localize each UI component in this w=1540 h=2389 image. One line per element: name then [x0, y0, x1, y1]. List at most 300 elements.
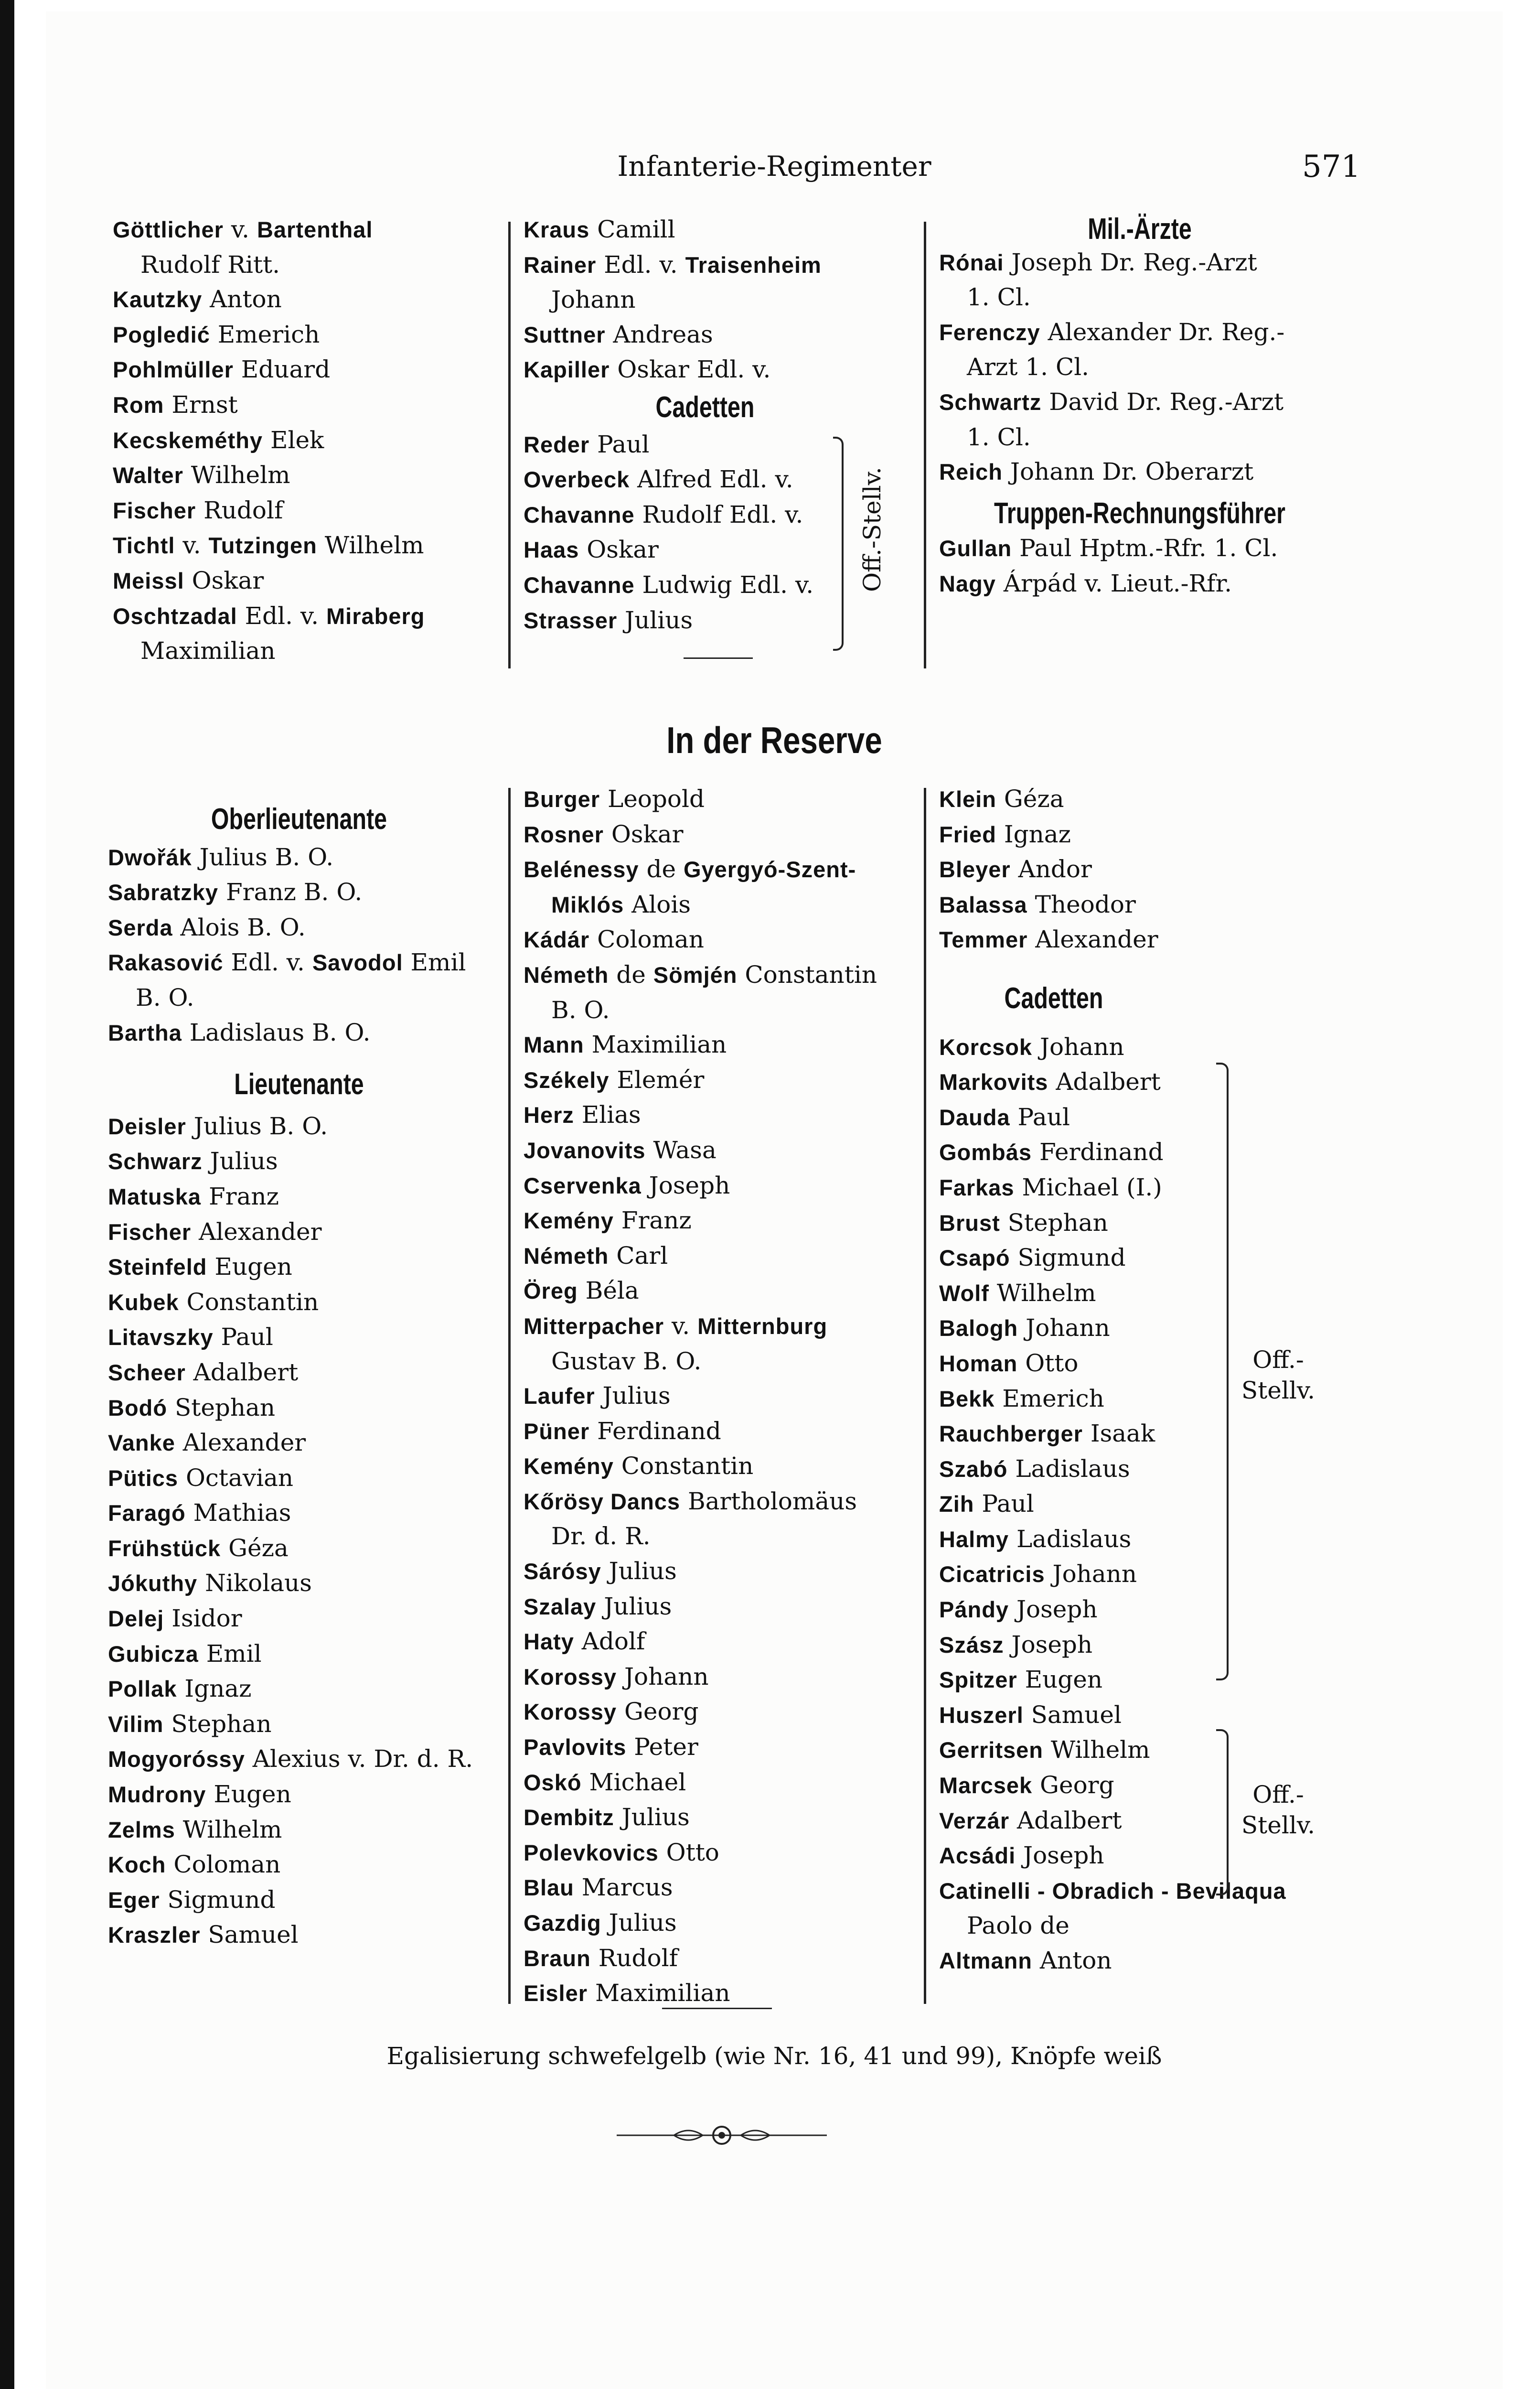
surname: Chavanne	[524, 502, 635, 527]
entry-zelms	[108, 1812, 547, 1848]
name-text: Géza	[221, 1534, 289, 1562]
name-text: Bartholomäus	[680, 1487, 857, 1515]
name-text: Ernst	[164, 390, 238, 419]
surname: Balassa	[939, 892, 1027, 917]
entry-balogh	[939, 1311, 1369, 1346]
entry-spitzer	[939, 1662, 1369, 1698]
surname: Markovits	[939, 1069, 1048, 1095]
surname: Eger	[108, 1887, 160, 1913]
surname: Burger	[524, 786, 600, 812]
name-text: Dr. d. R.	[551, 1522, 651, 1550]
entry-rainer	[524, 248, 896, 283]
entry-zih	[939, 1486, 1369, 1522]
surname: Pollak	[108, 1676, 177, 1702]
name-text: Julius	[617, 606, 693, 634]
surname: Gubicza	[108, 1641, 199, 1667]
surname: Zih	[939, 1491, 974, 1517]
surname: Eisler	[524, 1980, 588, 2006]
entry-ronai	[939, 245, 1350, 280]
surname: Csapó	[939, 1245, 1010, 1271]
name-text: Wilhelm	[989, 1279, 1096, 1307]
name-text: Ladislaus	[1007, 1454, 1130, 1483]
entry-mudrony	[108, 1777, 547, 1812]
name-text: Adalbert	[185, 1358, 299, 1386]
name-text: Rudolf	[590, 1944, 678, 1972]
name-text: B. O.	[136, 983, 194, 1012]
name-text: Emil	[198, 1639, 262, 1668]
surname: Mogyoróssy	[108, 1746, 245, 1772]
cadetten-heading: Cadetten	[1004, 981, 1103, 1015]
surname: Korcsok	[939, 1034, 1033, 1060]
surname: Öreg	[524, 1278, 578, 1304]
surname: Temmer	[939, 927, 1028, 953]
name-text: Julius	[595, 1382, 671, 1410]
surname: Marcsek	[939, 1773, 1033, 1798]
entry-szasz	[939, 1627, 1369, 1663]
name-text: Michael (I.)	[1014, 1173, 1162, 1201]
entry-korcsok	[939, 1030, 1369, 1065]
reserve-heading: In der Reserve	[666, 719, 882, 761]
surname: Kőrösy Dancs	[524, 1488, 681, 1514]
name-text: Maximilian	[140, 637, 276, 665]
entry-gerritsen	[939, 1733, 1369, 1768]
surname: Németh	[524, 962, 609, 988]
surname: Gyergyó-Szent-	[683, 857, 856, 882]
name-text: v.	[664, 1312, 698, 1340]
entry-altmann	[939, 1943, 1369, 1979]
entry-matuska	[108, 1179, 547, 1215]
name-text: Stephan	[1000, 1208, 1108, 1237]
entry-kraszler	[108, 1917, 547, 1953]
entry-rosner	[524, 817, 930, 852]
name-text: Alois	[624, 890, 691, 918]
entry-acsadi	[939, 1838, 1369, 1873]
surname: Reder	[524, 431, 590, 457]
surname: Balogh	[939, 1315, 1018, 1341]
name-text: v.	[223, 215, 257, 243]
entry-markovits	[939, 1065, 1369, 1100]
entry-pandy	[939, 1592, 1369, 1627]
entry-kadar	[524, 922, 930, 958]
footer-note: Egalisierung schwefelgelb (wie Nr. 16, 41 und 99), Knöpfe weiß	[386, 2042, 1162, 2070]
name-text: Julius	[614, 1803, 690, 1831]
surname: Miklós	[551, 892, 624, 917]
name-text: Peter	[626, 1733, 698, 1761]
name-text: Alexander	[191, 1217, 322, 1246]
mil-aerzte-heading: Mil.-Ärzte	[1088, 213, 1192, 246]
name-text: Nikolaus	[197, 1569, 312, 1597]
entry-huszerl	[939, 1698, 1369, 1733]
surname: Kecskeméthy	[113, 427, 263, 453]
name-text: Joseph	[1004, 1630, 1093, 1658]
active-column-3	[939, 212, 1350, 602]
name-text: Adalbert	[1048, 1068, 1161, 1096]
surname: Meissl	[113, 568, 184, 593]
entry-ferenczy	[939, 315, 1350, 350]
name-text: Marcus	[574, 1873, 673, 1902]
surname: Nagy	[939, 570, 996, 596]
name-text: Georg	[1032, 1771, 1114, 1799]
surname: Mann	[524, 1032, 584, 1058]
surname: Kapiller	[524, 357, 610, 383]
name-text: Adolf	[574, 1627, 645, 1656]
surname: Altmann	[939, 1948, 1032, 1973]
surname: Bleyer	[939, 857, 1011, 882]
name-text: de	[639, 855, 684, 883]
surname: Rónai	[939, 249, 1004, 275]
entry-kraus	[524, 212, 896, 248]
name-text: Adalbert	[1009, 1806, 1122, 1834]
oberlieutenante-heading: Oberlieutenante	[211, 803, 387, 836]
entry-deisler	[108, 1109, 547, 1144]
entry-cservenka	[524, 1168, 930, 1204]
name-text: David Dr. Reg.-Arzt	[1041, 387, 1284, 416]
name-text: Ferdinand	[589, 1417, 721, 1445]
entry-jokuthy	[108, 1566, 547, 1601]
column-rule	[924, 222, 926, 668]
surname: Dwořák	[108, 844, 192, 870]
entry-dembitz	[524, 1800, 930, 1835]
entry-continuation	[524, 993, 930, 1028]
name-text: Géza	[996, 785, 1064, 813]
surname: Strasser	[524, 607, 618, 633]
name-text: Ferdinand	[1032, 1138, 1164, 1166]
surname: Deisler	[108, 1113, 186, 1139]
name-text: Samuel	[200, 1921, 299, 1949]
entry-laufer	[524, 1378, 930, 1414]
surname: Mitterpacher	[524, 1313, 664, 1339]
name-text: Leopold	[600, 785, 705, 813]
name-text: Isidor	[164, 1604, 242, 1633]
surname: Frühstück	[108, 1535, 221, 1561]
ornament-icon	[617, 2121, 827, 2150]
surname: Chavanne	[524, 572, 635, 598]
name-text: Joseph	[1009, 1595, 1098, 1624]
name-text: Johann	[1045, 1560, 1137, 1588]
column-rule	[508, 222, 511, 668]
surname: Brust	[939, 1210, 1000, 1236]
entry-miklos	[524, 887, 930, 923]
name-text: Isaak	[1082, 1420, 1155, 1448]
entry-balassa	[939, 887, 1369, 923]
name-text: Rudolf	[196, 496, 283, 524]
entry-suttner	[524, 317, 896, 353]
surname: Faragó	[108, 1500, 186, 1526]
name-text: de	[609, 960, 653, 989]
entry-gombas	[939, 1135, 1369, 1170]
name-text: Paul	[1010, 1103, 1070, 1131]
entry-schwartz	[939, 385, 1350, 420]
surname: Wolf	[939, 1280, 989, 1306]
surname: Cicatricis	[939, 1561, 1045, 1587]
name-text: 1. Cl.	[967, 423, 1031, 451]
name-text: Stephan	[163, 1710, 272, 1738]
running-header: Infanterie-Regimenter	[617, 150, 931, 183]
name-text: Ignaz	[177, 1675, 252, 1703]
entry-meissl	[113, 563, 543, 599]
name-text: Johann	[617, 1662, 709, 1690]
surname: Kautzky	[113, 287, 203, 312]
name-text: Edl. v.	[596, 250, 685, 279]
entry-blau	[524, 1870, 930, 1905]
name-text: Otto	[1017, 1349, 1079, 1377]
reserve-column-2	[524, 782, 930, 2011]
surname: Mitternburg	[697, 1313, 828, 1339]
name-text: Carl	[609, 1241, 668, 1270]
surname: Jovanovits	[524, 1137, 646, 1163]
name-text: Alfred Edl. v.	[630, 465, 793, 494]
entry-schwarz	[108, 1144, 547, 1179]
entry-catinelli-obradich-bevilaqua	[939, 1873, 1369, 1909]
name-text: Joseph	[1016, 1841, 1104, 1870]
surname: Kemény	[524, 1453, 614, 1479]
name-text: Mathias	[185, 1499, 291, 1527]
entry-continuation	[939, 350, 1350, 385]
name-text: Anton	[202, 285, 282, 313]
surname: Herz	[524, 1102, 574, 1128]
entry-temmer	[939, 922, 1369, 958]
surname: Acsádi	[939, 1843, 1016, 1869]
name-text: Eugen	[1017, 1666, 1103, 1694]
surname: Tichtl	[113, 533, 175, 559]
entry-farkas	[939, 1170, 1369, 1205]
surname: Suttner	[524, 322, 606, 347]
name-text: Árpád v. Lieut.-Rfr.	[995, 569, 1232, 597]
name-text: Oskar	[603, 820, 684, 848]
name-text: Wilhelm	[175, 1815, 282, 1843]
entry-fruhstuck	[108, 1531, 547, 1566]
entry-sabratzky	[108, 875, 547, 910]
name-text: Paolo de	[967, 1912, 1069, 1940]
entry-continuation	[113, 634, 543, 668]
entry-puner	[524, 1414, 930, 1449]
name-text: Sigmund	[160, 1885, 276, 1914]
name-text: Paul	[589, 430, 650, 458]
entry-braun	[524, 1941, 930, 1976]
brace-right	[1216, 1729, 1229, 1895]
entry-mogyorossy	[108, 1742, 547, 1777]
surname: Bodó	[108, 1395, 168, 1420]
entry-gazdig	[524, 1905, 930, 1941]
name-text: Oskar	[184, 566, 264, 594]
surname: Farkas	[939, 1174, 1015, 1200]
truppen-heading: Truppen-Rechnungsführer	[994, 496, 1285, 530]
entry-litavszky	[108, 1320, 547, 1355]
entry-kecskemethy	[113, 423, 543, 458]
scan-edge	[0, 0, 14, 2389]
entry-vanke	[108, 1425, 547, 1461]
name-text: Eugen	[207, 1253, 292, 1281]
entry-fried	[939, 817, 1369, 852]
name-text: Stephan	[167, 1393, 276, 1421]
surname: Bekk	[939, 1386, 995, 1411]
surname: Bartenthal	[257, 217, 373, 242]
off-stellv-label: Off.- Stellv.	[1241, 1346, 1315, 1404]
name-text: Julius	[601, 1557, 677, 1585]
entry-polevkovics	[524, 1835, 930, 1871]
surname: Szalay	[524, 1593, 597, 1619]
name-text: Paul	[213, 1323, 273, 1351]
surname: Vilim	[108, 1711, 164, 1737]
surname: Fried	[939, 821, 996, 847]
name-text: Ignaz	[996, 820, 1071, 848]
entry-kubek	[108, 1285, 547, 1320]
name-text: Paul	[974, 1490, 1034, 1518]
surname: Serda	[108, 915, 173, 940]
surname: Rom	[113, 392, 164, 418]
page	[46, 11, 1503, 2389]
name-text: Wilhelm	[317, 531, 424, 560]
name-text: Julius B. O.	[192, 843, 334, 871]
entry-bodo	[108, 1390, 547, 1426]
surname: Pohlmüller	[113, 357, 234, 383]
name-text: Julius	[202, 1147, 278, 1175]
surname: Gombás	[939, 1140, 1032, 1165]
name-text: Coloman	[589, 925, 705, 954]
name-text: Wasa	[645, 1136, 717, 1164]
name-text: Arzt 1. Cl.	[967, 353, 1090, 381]
entry-fischer	[113, 493, 543, 528]
name-text: Camill	[589, 215, 675, 243]
entry-eger	[108, 1883, 547, 1918]
entry-serda	[108, 910, 547, 946]
surname: Mudrony	[108, 1782, 206, 1808]
name-text: Ladislaus B. O.	[182, 1018, 371, 1046]
entry-kemeny	[524, 1203, 930, 1238]
surname: Pándy	[939, 1597, 1009, 1623]
surname: Catinelli - Obradich - Bevilaqua	[939, 1878, 1286, 1904]
name-text: Franz	[613, 1206, 692, 1235]
surname: Delej	[108, 1606, 164, 1632]
entry-wolf	[939, 1276, 1369, 1311]
name-text: Andreas	[605, 320, 713, 348]
name-text: Constantin	[613, 1452, 754, 1480]
name-text: Alexander Dr. Reg.-	[1040, 318, 1285, 346]
surname: Korossy	[524, 1664, 617, 1690]
entry-continuation	[524, 1344, 930, 1379]
surname: Spitzer	[939, 1667, 1017, 1693]
name-text: Anton	[1032, 1947, 1112, 1974]
name-text: Constantin	[179, 1288, 319, 1316]
surname: Litavszky	[108, 1324, 214, 1350]
surname: Kemény	[524, 1208, 614, 1234]
name-text: Edl. v.	[223, 948, 312, 977]
entry-bleyer	[939, 852, 1369, 887]
entry-herz	[524, 1098, 930, 1133]
entry-szekely	[524, 1063, 930, 1098]
name-text: Michael	[581, 1768, 686, 1796]
entry-kapiller	[524, 352, 896, 387]
surname: Halmy	[939, 1526, 1009, 1552]
section-rule	[662, 2008, 772, 2009]
name-text: Franz	[201, 1182, 279, 1210]
entry-csapo	[939, 1240, 1369, 1276]
surname: Rainer	[524, 252, 597, 278]
surname: Gazdig	[524, 1910, 601, 1936]
surname: Braun	[524, 1945, 591, 1971]
surname: Haty	[524, 1629, 574, 1655]
entry-halmy	[939, 1522, 1369, 1557]
surname: Steinfeld	[108, 1254, 207, 1280]
name-text: Julius	[601, 1909, 677, 1937]
entry-nemeth	[524, 958, 930, 993]
surname: Laufer	[524, 1383, 595, 1409]
name-text: Joseph Dr. Reg.-Arzt	[1004, 248, 1257, 276]
surname: Szász	[939, 1632, 1004, 1657]
surname: Kraus	[524, 217, 590, 242]
surname: Pütics	[108, 1465, 179, 1491]
surname: Rakasović	[108, 950, 224, 976]
off-stellv-label: Off.- Stellv.	[1241, 1781, 1315, 1839]
entry-continuation	[939, 280, 1350, 315]
name-text: Eduard	[233, 355, 331, 384]
entry-pohlmuller	[113, 352, 543, 387]
name-text: Paul Hptm.-Rfr. 1. Cl.	[1012, 534, 1278, 562]
surname: Tutzingen	[208, 533, 317, 559]
surname: Dauda	[939, 1104, 1010, 1130]
surname: Schwartz	[939, 389, 1042, 415]
surname: Traisenheim	[685, 252, 822, 278]
entry-continuation	[524, 1519, 930, 1554]
entry-korossy	[524, 1659, 930, 1695]
surname: Oskó	[524, 1769, 582, 1795]
surname: Walter	[113, 463, 183, 488]
entry-continuation	[108, 980, 547, 1015]
reserve-column-1	[108, 802, 547, 1953]
entry-cicatricis	[939, 1557, 1369, 1592]
name-text: Elias	[574, 1101, 641, 1129]
name-text: v.	[175, 531, 209, 560]
lieutenante-heading: Lieutenante	[234, 1068, 364, 1101]
name-text: Maximilian	[584, 1031, 727, 1059]
name-text: Constantin	[737, 960, 877, 989]
name-text: Johann	[551, 286, 636, 314]
name-text: 1. Cl.	[967, 283, 1031, 312]
entry-sarosy	[524, 1554, 930, 1589]
entry-nagy	[939, 566, 1350, 602]
entry-szalay	[524, 1589, 930, 1625]
entry-jovanovits	[524, 1133, 930, 1168]
name-text: Béla	[578, 1277, 639, 1305]
entry-fischer	[108, 1215, 547, 1250]
entry-bartha	[108, 1015, 547, 1051]
surname: Bartha	[108, 1020, 182, 1045]
entry-gottlicher	[113, 212, 543, 248]
surname: Blau	[524, 1875, 574, 1901]
entry-rakasovic	[108, 945, 547, 980]
name-text: Wilhelm	[1043, 1736, 1150, 1764]
surname: Pogledić	[113, 322, 210, 347]
surname: Rosner	[524, 821, 604, 847]
entry-burger	[524, 782, 930, 817]
name-text: Alexander	[1027, 925, 1158, 954]
entry-reich	[939, 454, 1350, 490]
surname: Sabratzky	[108, 880, 219, 905]
entry-farago	[108, 1496, 547, 1531]
name-text: Franz B. O.	[218, 878, 363, 906]
surname: Oschtzadal	[113, 603, 237, 629]
name-text: Gustav B. O.	[551, 1347, 702, 1375]
name-text: Ludwig Edl. v.	[634, 570, 814, 599]
entry-klein	[939, 782, 1369, 817]
entry-continuation	[939, 1908, 1369, 1943]
page-number: 571	[1302, 149, 1361, 184]
cadetten-heading: Cadetten	[655, 390, 755, 424]
name-text: Johann Dr. Oberarzt	[1003, 458, 1254, 486]
surname: Gullan	[939, 536, 1012, 561]
surname: Szabó	[939, 1456, 1008, 1482]
column-rule	[924, 788, 926, 2004]
